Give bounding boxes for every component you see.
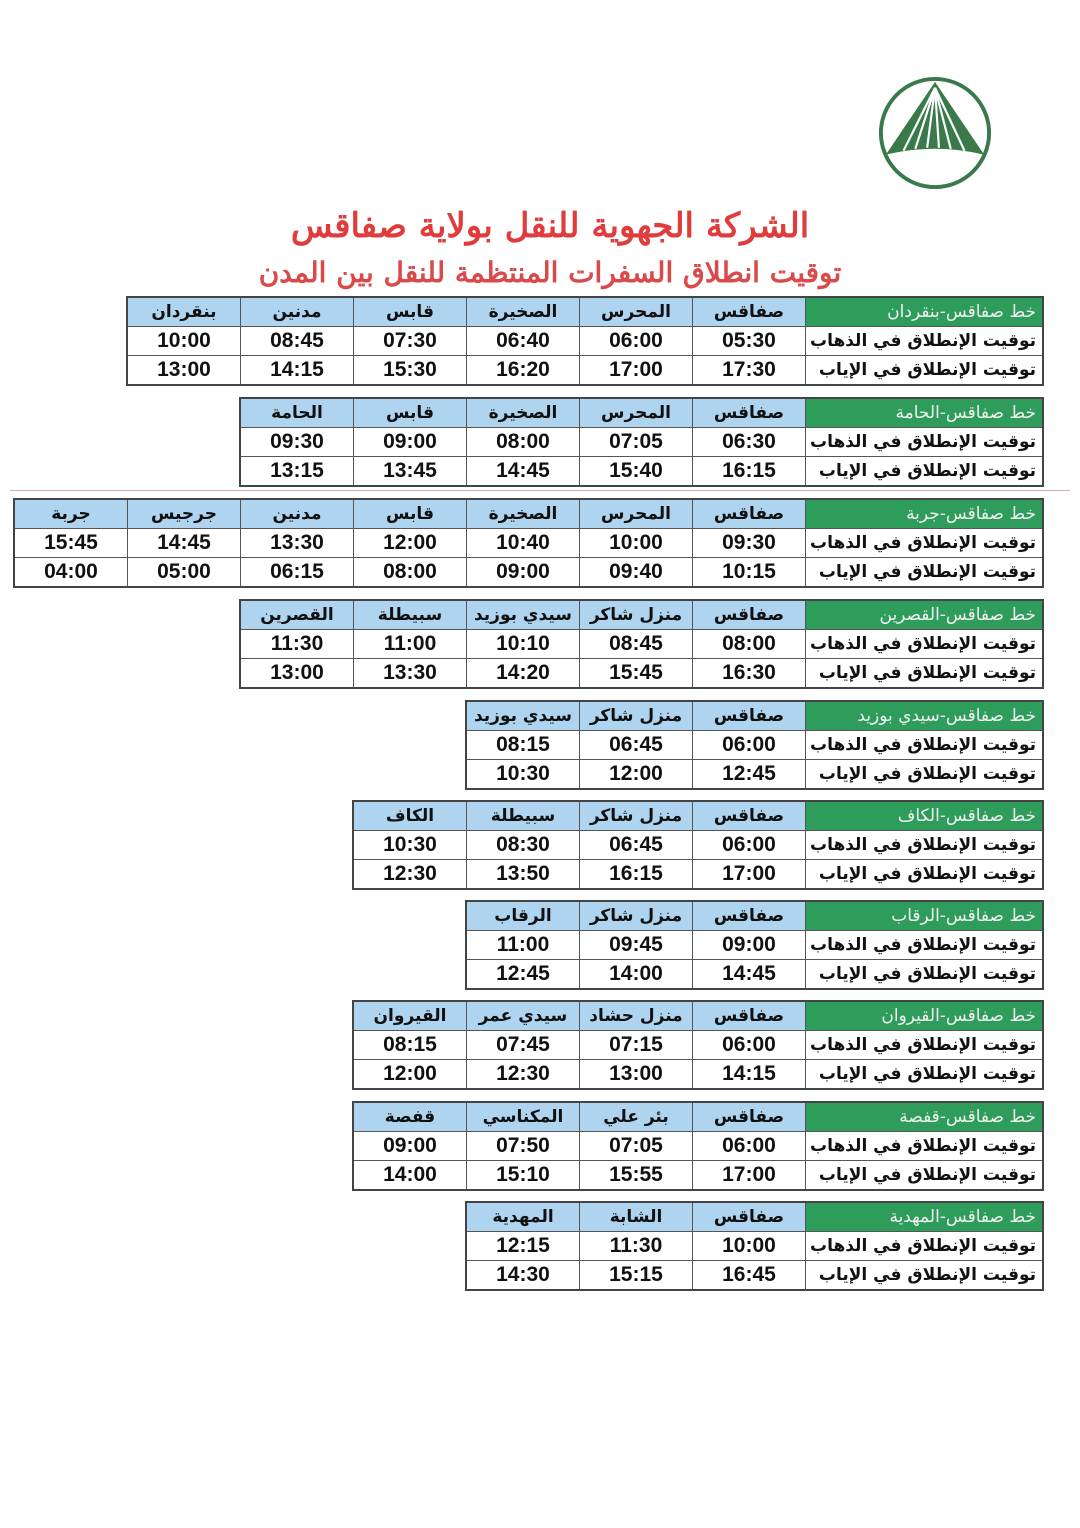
station-name: الصخيرة (466, 297, 579, 327)
return-row (466, 960, 1043, 990)
departure-time: 10:00 (127, 327, 241, 356)
departure-time: 06:45 (579, 731, 692, 760)
station-name: مدنين (240, 297, 353, 327)
outbound-label: توقيت الإنطلاق في الذهاب (805, 327, 1043, 356)
return-label: توقيت الإنطلاق في الإياب (805, 356, 1043, 386)
departure-time: 15:45 (14, 529, 128, 558)
departure-time: 14:00 (353, 1161, 467, 1191)
outbound-row (353, 1132, 1043, 1161)
return-label: توقيت الإنطلاق في الإياب (805, 1060, 1043, 1090)
station-name: صفاقس (692, 499, 805, 529)
station-name: منزل شاكر (579, 901, 692, 931)
station-name: المكناسي (466, 1102, 579, 1132)
departure-time: 09:00 (466, 558, 579, 588)
departure-time: 11:30 (579, 1232, 692, 1261)
station-name: قابس (353, 499, 466, 529)
departure-time: 16:20 (466, 356, 579, 386)
line-name: خط صفاقس-سيدي بوزيد (805, 701, 1043, 731)
departure-time: 12:45 (692, 760, 805, 790)
line-name: خط صفاقس-بنقردان (805, 297, 1043, 327)
station-name: صفاقس (692, 801, 805, 831)
departure-time: 05:30 (692, 327, 805, 356)
station-header-row (240, 600, 1043, 630)
departure-time: 10:10 (466, 630, 579, 659)
station-name: منزل شاكر (579, 600, 692, 630)
departure-time: 07:30 (353, 327, 466, 356)
schedule-table (126, 296, 1044, 386)
station-name: سبيطلة (353, 600, 466, 630)
station-name: صفاقس (692, 1202, 805, 1232)
station-name: جربة (14, 499, 128, 529)
station-name: الشابة (579, 1202, 692, 1232)
station-name: القصرين (240, 600, 354, 630)
departure-time: 11:00 (353, 630, 466, 659)
outbound-row (353, 831, 1043, 860)
departure-time: 13:45 (353, 457, 466, 487)
station-name: القيروان (353, 1001, 467, 1031)
departure-time: 14:20 (466, 659, 579, 689)
station-name: منزل شاكر (579, 801, 692, 831)
station-header-row (240, 398, 1043, 428)
departure-time: 07:15 (579, 1031, 692, 1060)
station-header-row (353, 1102, 1043, 1132)
station-name: سيدي عمر (466, 1001, 579, 1031)
station-name: الصخيرة (466, 398, 579, 428)
outbound-row (466, 931, 1043, 960)
station-name: قفصة (353, 1102, 467, 1132)
outbound-row (466, 1232, 1043, 1261)
station-name: منزل حشاد (579, 1001, 692, 1031)
departure-time: 12:30 (353, 860, 467, 890)
departure-time: 16:15 (579, 860, 692, 890)
departure-time: 12:00 (353, 529, 466, 558)
line-name: خط صفاقس-القصرين (805, 600, 1043, 630)
departure-time: 09:40 (579, 558, 692, 588)
departure-time: 17:00 (692, 860, 805, 890)
company-title: الشركة الجهوية للنقل بولاية صفاقس (290, 206, 810, 246)
return-row (353, 860, 1043, 890)
return-label: توقيت الإنطلاق في الإياب (805, 860, 1043, 890)
departure-time: 06:15 (240, 558, 353, 588)
station-header-row (466, 1202, 1043, 1232)
line-name: خط صفاقس-قفصة (805, 1102, 1043, 1132)
departure-time: 13:30 (353, 659, 466, 689)
station-name: جرجيس (127, 499, 240, 529)
departure-time: 12:15 (466, 1232, 580, 1261)
departure-time: 08:00 (692, 630, 805, 659)
departure-time: 07:45 (466, 1031, 579, 1060)
station-name: مدنين (240, 499, 353, 529)
outbound-label: توقيت الإنطلاق في الذهاب (805, 931, 1043, 960)
departure-time: 08:30 (466, 831, 579, 860)
departure-time: 14:45 (692, 960, 805, 990)
station-name: صفاقس (692, 398, 805, 428)
station-name: صفاقس (692, 1102, 805, 1132)
departure-time: 17:30 (692, 356, 805, 386)
station-header-row (466, 701, 1043, 731)
departure-time: 08:45 (579, 630, 692, 659)
return-label: توقيت الإنطلاق في الإياب (805, 960, 1043, 990)
return-row (240, 457, 1043, 487)
return-row (466, 760, 1043, 790)
return-label: توقيت الإنطلاق في الإياب (805, 558, 1043, 588)
station-name: سيدي بوزيد (466, 600, 579, 630)
outbound-label: توقيت الإنطلاق في الذهاب (805, 1031, 1043, 1060)
departure-time: 15:40 (579, 457, 692, 487)
schedule-table (352, 1000, 1044, 1090)
station-header-row (127, 297, 1043, 327)
return-label: توقيت الإنطلاق في الإياب (805, 1161, 1043, 1191)
station-name: المحرس (579, 297, 692, 327)
departure-time: 05:00 (127, 558, 240, 588)
departure-time: 14:30 (466, 1261, 580, 1291)
station-name: صفاقس (692, 701, 805, 731)
departure-time: 07:05 (579, 428, 692, 457)
station-header-row (353, 1001, 1043, 1031)
departure-time: 09:30 (692, 529, 805, 558)
station-name: المحرس (579, 499, 692, 529)
station-name: بنقردان (127, 297, 241, 327)
departure-time: 13:00 (240, 659, 354, 689)
departure-time: 09:30 (240, 428, 354, 457)
departure-time: 08:15 (466, 731, 580, 760)
departure-time: 06:00 (579, 327, 692, 356)
station-name: المحرس (579, 398, 692, 428)
departure-time: 10:00 (692, 1232, 805, 1261)
departure-time: 08:45 (240, 327, 353, 356)
departure-time: 09:45 (579, 931, 692, 960)
outbound-label: توقيت الإنطلاق في الذهاب (805, 1132, 1043, 1161)
page-divider (10, 490, 1070, 491)
station-name: سبيطلة (466, 801, 579, 831)
schedule-table (465, 900, 1044, 990)
departure-time: 13:00 (579, 1060, 692, 1090)
departure-time: 17:00 (692, 1161, 805, 1191)
departure-time: 06:30 (692, 428, 805, 457)
departure-time: 10:15 (692, 558, 805, 588)
departure-time: 06:00 (692, 831, 805, 860)
departure-time: 08:00 (353, 558, 466, 588)
station-name: الرقاب (466, 901, 580, 931)
station-header-row (466, 901, 1043, 931)
return-label: توقيت الإنطلاق في الإياب (805, 760, 1043, 790)
departure-time: 13:00 (127, 356, 241, 386)
departure-time: 15:45 (579, 659, 692, 689)
departure-time: 13:15 (240, 457, 354, 487)
return-label: توقيت الإنطلاق في الإياب (805, 659, 1043, 689)
departure-time: 08:15 (353, 1031, 467, 1060)
station-name: الصخيرة (466, 499, 579, 529)
departure-time: 15:10 (466, 1161, 579, 1191)
station-header-row (14, 499, 1043, 529)
departure-time: 07:05 (579, 1132, 692, 1161)
departure-time: 15:30 (353, 356, 466, 386)
departure-time: 12:30 (466, 1060, 579, 1090)
return-row (14, 558, 1043, 588)
departure-time: 10:00 (579, 529, 692, 558)
return-row (466, 1261, 1043, 1291)
departure-time: 10:30 (466, 760, 580, 790)
return-row (353, 1161, 1043, 1191)
departure-time: 07:50 (466, 1132, 579, 1161)
outbound-label: توقيت الإنطلاق في الذهاب (805, 529, 1043, 558)
departure-time: 06:40 (466, 327, 579, 356)
departure-time: 06:00 (692, 1031, 805, 1060)
company-logo-icon (876, 74, 994, 192)
departure-time: 11:00 (466, 931, 580, 960)
outbound-row (14, 529, 1043, 558)
departure-time: 14:15 (240, 356, 353, 386)
departure-time: 09:00 (692, 931, 805, 960)
departure-time: 16:30 (692, 659, 805, 689)
departure-time: 17:00 (579, 356, 692, 386)
departure-time: 16:45 (692, 1261, 805, 1291)
line-name: خط صفاقس-الكاف (805, 801, 1043, 831)
departure-time: 06:00 (692, 731, 805, 760)
departure-time: 15:15 (579, 1261, 692, 1291)
departure-time: 14:00 (579, 960, 692, 990)
station-name: المهدية (466, 1202, 580, 1232)
station-name: سيدي بوزيد (466, 701, 580, 731)
outbound-label: توقيت الإنطلاق في الذهاب (805, 831, 1043, 860)
outbound-label: توقيت الإنطلاق في الذهاب (805, 428, 1043, 457)
schedule-table (352, 800, 1044, 890)
line-name: خط صفاقس-الرقاب (805, 901, 1043, 931)
return-row (127, 356, 1043, 386)
station-name: منزل شاكر (579, 701, 692, 731)
return-row (353, 1060, 1043, 1090)
station-name: صفاقس (692, 600, 805, 630)
schedule-table (352, 1101, 1044, 1191)
line-name: خط صفاقس-الحامة (805, 398, 1043, 428)
line-name: خط صفاقس-جربة (805, 499, 1043, 529)
departure-time: 08:00 (466, 428, 579, 457)
station-name: بئر علي (579, 1102, 692, 1132)
outbound-row (240, 630, 1043, 659)
station-name: قابس (353, 398, 466, 428)
departure-time: 12:45 (466, 960, 580, 990)
station-name: صفاقس (692, 297, 805, 327)
return-row (240, 659, 1043, 689)
outbound-row (466, 731, 1043, 760)
station-name: الحامة (240, 398, 354, 428)
outbound-row (240, 428, 1043, 457)
schedule-table (239, 397, 1044, 487)
departure-time: 10:40 (466, 529, 579, 558)
station-name: قابس (353, 297, 466, 327)
line-name: خط صفاقس-المهدية (805, 1202, 1043, 1232)
outbound-label: توقيت الإنطلاق في الذهاب (805, 731, 1043, 760)
departure-time: 15:55 (579, 1161, 692, 1191)
departure-time: 14:45 (466, 457, 579, 487)
schedule-table (465, 1201, 1044, 1291)
departure-time: 13:50 (466, 860, 579, 890)
departure-time: 09:00 (353, 428, 466, 457)
departure-time: 06:45 (579, 831, 692, 860)
departure-time: 16:15 (692, 457, 805, 487)
line-name: خط صفاقس-القيروان (805, 1001, 1043, 1031)
schedule-table (13, 498, 1044, 588)
outbound-label: توقيت الإنطلاق في الذهاب (805, 1232, 1043, 1261)
schedule-subtitle: توقيت انطلاق السفرات المنتظمة للنقل بين المدن (258, 256, 842, 289)
departure-time: 14:15 (692, 1060, 805, 1090)
departure-time: 04:00 (14, 558, 128, 588)
departure-time: 14:45 (127, 529, 240, 558)
schedule-table (239, 599, 1044, 689)
departure-time: 12:00 (579, 760, 692, 790)
schedule-table (465, 700, 1044, 790)
return-label: توقيت الإنطلاق في الإياب (805, 1261, 1043, 1291)
station-header-row (353, 801, 1043, 831)
departure-time: 11:30 (240, 630, 354, 659)
departure-time: 13:30 (240, 529, 353, 558)
departure-time: 12:00 (353, 1060, 467, 1090)
return-label: توقيت الإنطلاق في الإياب (805, 457, 1043, 487)
station-name: صفاقس (692, 1001, 805, 1031)
outbound-row (127, 327, 1043, 356)
departure-time: 06:00 (692, 1132, 805, 1161)
outbound-row (353, 1031, 1043, 1060)
departure-time: 10:30 (353, 831, 467, 860)
outbound-label: توقيت الإنطلاق في الذهاب (805, 630, 1043, 659)
departure-time: 09:00 (353, 1132, 467, 1161)
station-name: الكاف (353, 801, 467, 831)
station-name: صفاقس (692, 901, 805, 931)
